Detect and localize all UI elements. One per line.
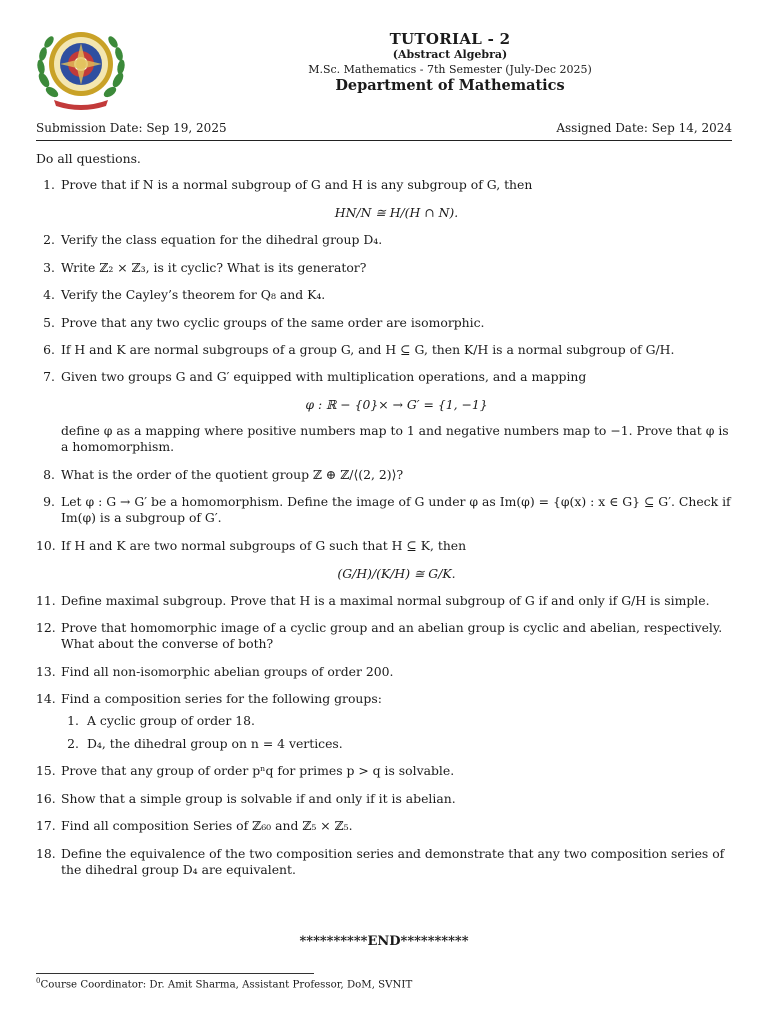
question-number: 7. [43,369,55,385]
question-number: 1. [43,177,55,192]
program-line: M.Sc. Mathematics - 7th Semester (July-Dec 2025) [308,63,592,76]
question-item [36,763,732,779]
department-name: Department of Mathematics [335,77,565,94]
sub-question-number: 2. [67,736,79,752]
display-equation: (G/H)/(K/H) ≅ G/K. [337,565,456,581]
question-number: 8. [43,466,55,482]
question-text: Find a composition series for the following groups: [61,691,382,707]
question-text: Write ℤ₂ × ℤ₃, is it cyclic? What is its generator? [61,259,367,275]
question-text: Prove that any group of order pⁿq for primes p > q is solvable. [61,763,455,779]
question-text: Verify the Cayley’s theorem for Q₈ and K₄. [61,287,326,303]
question-text: Define the equivalence of the two composition series and demonstrate that any two composition series of the dihedral group D₄ are equivalent. [61,845,725,877]
instructions: Do all questions. [36,151,141,166]
question-number: 14. [36,691,56,707]
sub-question-number: 1. [67,713,79,729]
sub-question-text: A cyclic group of order 18. [87,713,255,729]
question-item [36,287,732,303]
question-number: 13. [36,663,56,679]
question-number: 5. [43,314,55,330]
display-equation: HN/N ≅ H/(H ∩ N). [334,205,459,220]
question-number: 18. [36,845,56,861]
question-text: Define maximal subgroup. Prove that H is a maximal normal subgroup of G if and only if G/H is simple. [61,592,710,608]
sub-question-item [61,713,732,729]
question-text: Verify the class equation for the dihedral group D₄. [61,232,383,248]
submission-date: Submission Date: Sep 19, 2025 [36,121,227,135]
question-item [36,620,732,652]
question-text: What is the order of the quotient group ℤ ⊕ ℤ/⟨(2, 2)⟩? [61,466,404,482]
question-number: 9. [43,494,55,510]
question-text: Show that a simple group is solvable if and only if it is abelian. [61,790,456,806]
question-item [36,342,732,358]
question-item [36,369,732,455]
sub-question-item [61,736,732,752]
question-number: 4. [43,287,55,303]
question-text: Prove that homomorphic image of a cyclic group and an abelian group is cyclic and abelian, respectively. What about the converse of both? [61,620,723,652]
question-text: Prove that if N is a normal subgroup of G and H is any subgroup of G, then [61,177,533,192]
question-number: 2. [43,232,55,248]
question-number: 3. [43,259,55,275]
question-number: 10. [36,537,56,553]
question-item [36,467,732,483]
footnote-divider [36,973,314,974]
question-text: Let φ : G → G′ be a homomorphism. Define the image of G under φ as Im(φ) = {φ(x) : x ∈ G} ⊆ G′. Check if Im(φ) is a subgroup of G′. [61,494,731,526]
sub-question-list [61,713,732,752]
question-item [36,818,732,834]
question-text: Find all composition Series of ℤ₆₀ and ℤ₅ × ℤ₅. [61,818,353,834]
question-item [36,538,732,582]
footnote [36,977,412,990]
question-text: Prove that any two cyclic groups of the same order are isomorphic. [61,314,485,330]
question-number: 17. [36,818,56,834]
question-item [36,664,732,680]
sub-question-text: D₄, the dihedral group on n = 4 vertices. [87,736,343,752]
institute-seal-logo [34,22,128,112]
tutorial-title: TUTORIAL - 2 [389,30,511,48]
question-item [36,494,732,526]
question-text: If H and K are two normal subgroups of G such that H ⊆ K, then [61,537,467,553]
question-number: 11. [36,592,56,608]
question-number: 15. [36,763,56,779]
question-number: 6. [43,341,55,357]
question-text: Given two groups G and G′ equipped with multiplication operations, and a mapping [61,369,587,385]
end-marker: **********END********** [299,934,469,949]
question-item [36,691,732,752]
display-equation: φ : ℝ − {0}× → G′ = {1, −1} [305,397,488,413]
footnote-mark: 0 [36,977,41,985]
question-text: Find all non-isomorphic abelian groups of order 200. [61,663,394,679]
question-number: 16. [36,790,56,806]
question-item [36,593,732,609]
question-item [36,177,732,221]
question-item [36,791,732,807]
question-number: 12. [36,620,56,636]
question-item [36,315,732,331]
question-item [36,846,732,878]
question-continuation: define φ as a mapping where positive numbers map to 1 and negative numbers map to −1. Prove that φ is a homomorphism. [61,423,729,455]
course-subject: (Abstract Algebra) [392,48,508,61]
question-text: If H and K are normal subgroups of a group G, and H ⊆ G, then K/H is a normal subgroup of G/H. [61,341,675,357]
question-item [36,232,732,248]
header-divider [36,140,732,141]
footnote-text: Course Coordinator: Dr. Amit Sharma, Assistant Professor, DoM, SVNIT [40,979,413,991]
assigned-date: Assigned Date: Sep 14, 2024 [556,121,732,135]
questions-section [36,151,732,889]
question-list [36,177,732,878]
question-item [36,260,732,276]
